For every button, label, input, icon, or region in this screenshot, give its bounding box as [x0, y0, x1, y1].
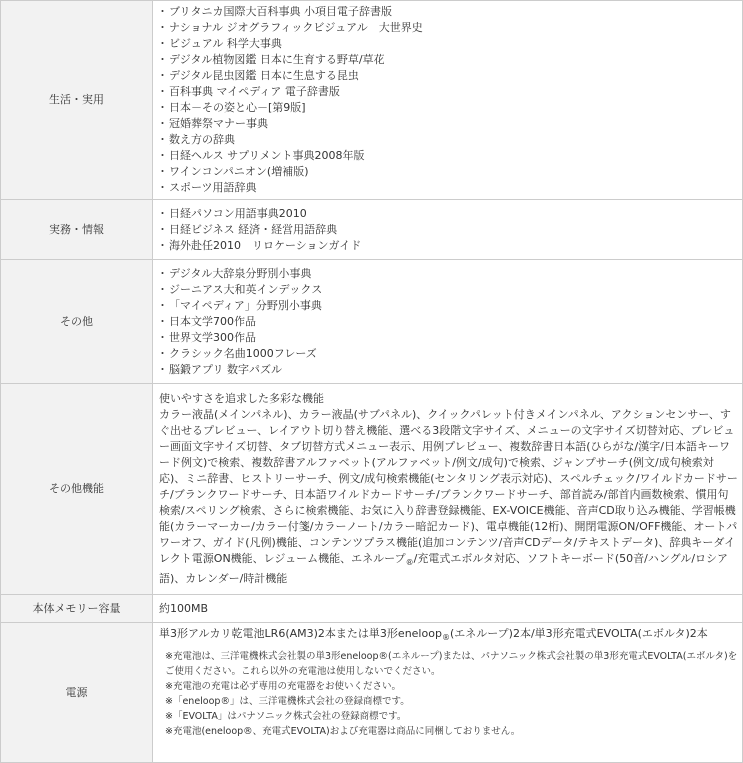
dictionary-list [159, 266, 738, 378]
list-item: ・ 日経パソコン用語事典2010 [159, 206, 738, 222]
spec-row-business [1, 200, 743, 260]
list-item: ・ 冠婚葬祭マナー事典 [159, 116, 738, 132]
list-item: ・ 百科事典 マイペディア 電子辞書版 [159, 84, 738, 100]
row-value [153, 200, 743, 260]
row-label: その他機能 [1, 384, 153, 595]
power-notes [165, 649, 738, 739]
list-item: ・ 世界文学300作品 [159, 330, 738, 346]
features-text-part: /充電式エボルタ対応、ソフトキーボード(50音/ハングル/ロシア語)、カレンダー/時計機能 [159, 551, 729, 586]
note-item: ※充電池は、三洋電機株式会社製の単3形eneloop®(エネループ)または、パナソニック株式会社製の単3形充電式EVOLTA(エボルタ)をご使用ください。これら以外の充電池は使用しないでください。 [165, 651, 738, 678]
registered-mark: ® [441, 633, 450, 643]
row-label: 生活・実用 [1, 1, 153, 200]
list-item: ・ ナショナル ジオグラフィックビジュアル 大世界史 [159, 20, 738, 36]
list-item: ・ ブリタニカ国際大百科事典 小項目電子辞書版 [159, 4, 738, 20]
row-value [153, 260, 743, 384]
features-text [159, 407, 738, 587]
list-item: ・ クラシック名曲1000フレーズ [159, 346, 738, 362]
dictionary-list [159, 4, 738, 196]
row-value [153, 623, 743, 763]
note-item: ※充電池の充電は必ず専用の充電器をお使いください。 [165, 681, 401, 693]
list-item: ・ 日経ビジネス 経済・経営用語辞典 [159, 222, 738, 238]
power-text-part: 単3形アルカリ乾電池LR6(AM3)2本または単3形eneloop [159, 627, 442, 640]
power-main-text [159, 625, 738, 646]
row-label: 本体メモリー容量 [1, 595, 153, 623]
list-item: ・ 日本－その姿と心－[第9版] [159, 100, 738, 116]
registered-mark: ® [405, 558, 414, 568]
list-item: ・ 日本文学700作品 [159, 314, 738, 330]
list-item: ・ 脳鍛アプリ 数字パズル [159, 362, 738, 378]
spec-row-other [1, 260, 743, 384]
list-item: ・ 日経ヘルス サプリメント事典2008年版 [159, 148, 738, 164]
row-label: 電源 [1, 623, 153, 763]
row-value: 約100MB [153, 595, 743, 623]
list-item: ・ 「マイペディア」分野別小事典 [159, 298, 738, 314]
note-item: ※充電池(eneloop®、充電式EVOLTA)および充電器は商品に同梱しておりません。 [165, 726, 521, 738]
power-text-part: (エネループ)2本/単3形充電式EVOLTA(エボルタ)2本 [449, 627, 708, 640]
features-text-part: カラー液晶(メインパネル)、カラー液晶(サブパネル)、クイックパレット付きメインパネル、アクションセンサー、すぐ出せるプレビュー、レイアウト切り替え機能、選べる3段階文字サイズ、メニューの文字サイズ切替対応、プレビュー画面文字サイズ切替、タブ切替方式メニュー表示、用例プレビュー、複数辞書日本語(ひらがな/漢字/日本語キーワード例文)で検索、複数辞書アルファベット(アルファベット/例文/成句)で検索、ジャンプサーチ(例文/成句検索対応)、ミニ辞書、ヒストリーサーチ、例文/成句検索機能(センタリング表示対応)、スペルチェック/ワイルドカードサーチ/ブランクワードサーチ、日本語ワイルドカードサーチ/ブランクワードサーチ、部首読み/部首内画数検索、慣用句検索/スペリング検索、さらに検索機能、お気に入り辞書登録機能、EX-VOICE機能、音声CD取り込み機能、学習帳機能(カラーマーカー/カラー付箋/カラーノート/カラー暗記カード)、電卓機能(12桁)、開閉電源ON/OFF機能、オートパワーオフ、ガイド(凡例)機能、コンテンツプラス機能(追加コンテンツ/音声CDデータ/テキストデータ)、辞典キーダイレクト電源ON機能、レジューム機能、エネループ [159, 407, 738, 565]
note-item: ※「eneloop®」は、三洋電機株式会社の登録商標です。 [165, 696, 410, 708]
list-item: ・ デジタル大辞泉分野別小事典 [159, 266, 738, 282]
row-label: 実務・情報 [1, 200, 153, 260]
list-item: ・ 数え方の辞典 [159, 132, 738, 148]
note-item: ※「EVOLTA」はパナソニック株式会社の登録商標です。 [165, 711, 407, 723]
list-item: ・ ワインコンパニオン(増補版) [159, 164, 738, 180]
list-item: ・ ビジュアル 科学大事典 [159, 36, 738, 52]
dictionary-list [159, 206, 738, 254]
spec-row-lifestyle [1, 1, 743, 200]
spec-row-features [1, 384, 743, 595]
row-value [153, 384, 743, 595]
list-item: ・ ジーニアス大和英インデックス [159, 282, 738, 298]
spec-row-memory [1, 595, 743, 623]
spec-row-power [1, 623, 743, 763]
list-item: ・ スポーツ用語辞典 [159, 180, 738, 196]
list-item: ・ デジタル植物図鑑 日本に生育する野草/草花 [159, 52, 738, 68]
list-item: ・ デジタル昆虫図鑑 日本に生息する昆虫 [159, 68, 738, 84]
row-value [153, 1, 743, 200]
features-heading: 使いやすさを追求した多彩な機能 [159, 391, 324, 405]
list-item: ・ 海外赴任2010 リロケーションガイド [159, 238, 738, 254]
row-label: その他 [1, 260, 153, 384]
